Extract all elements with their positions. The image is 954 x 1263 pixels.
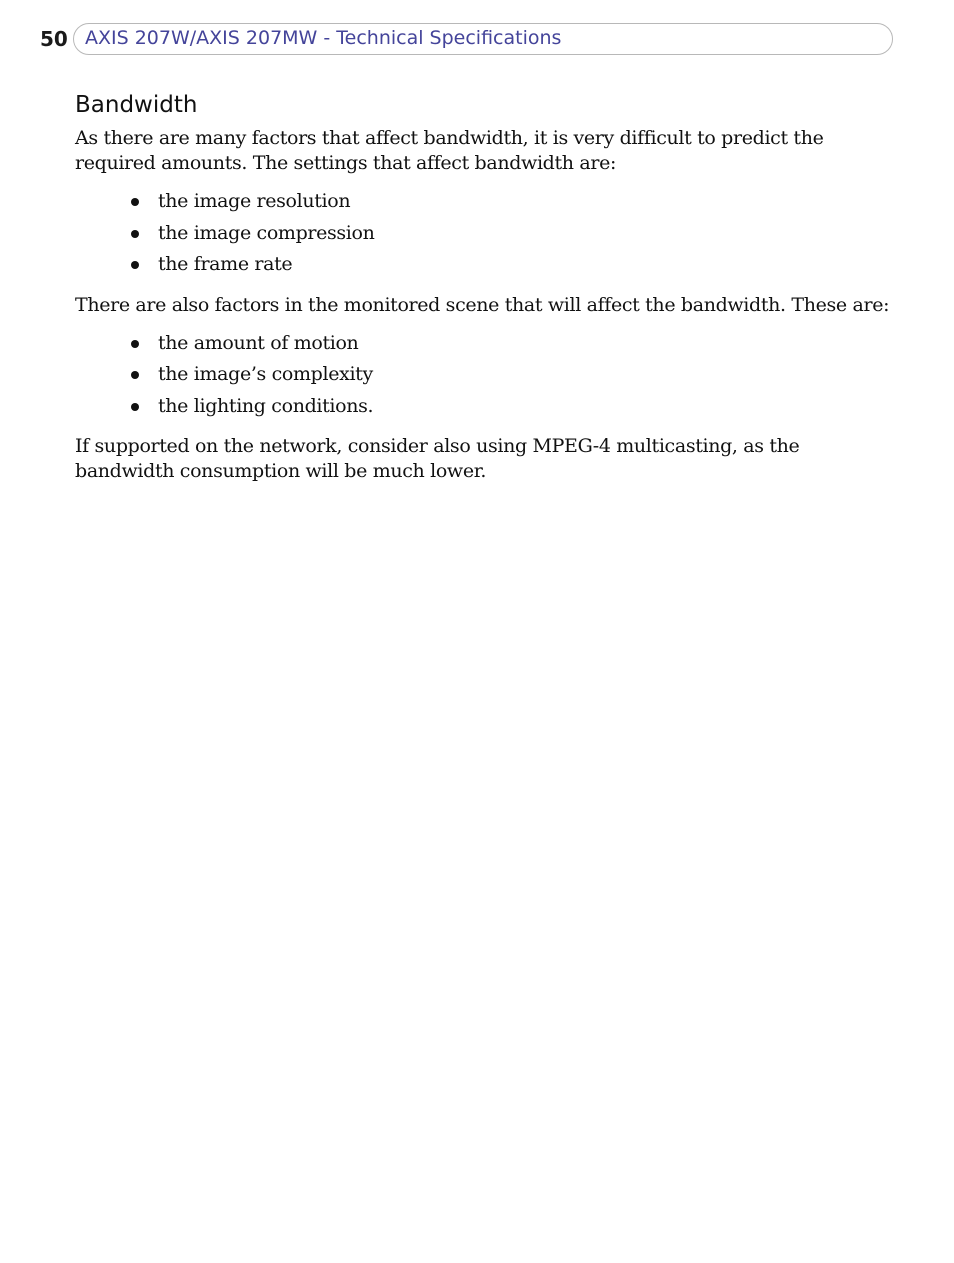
bullet-icon	[131, 371, 139, 379]
list-item	[130, 328, 890, 360]
running-header-title: AXIS 207W/AXIS 207MW - Technical Specifications	[85, 27, 562, 49]
list-item-text: the amount of motion	[158, 331, 359, 354]
scene-paragraph: There are also factors in the monitored scene that will affect the bandwidth. These are:	[75, 293, 890, 316]
intro-paragraph: As there are many factors that affect bandwidth, it is very difficult to predict the required amounts. The settings that affect bandwidth are:	[75, 127, 824, 174]
bullet-icon	[131, 340, 139, 348]
list-item-text: the image’s complexity	[158, 363, 373, 385]
list-item	[130, 391, 890, 423]
list-item	[130, 249, 890, 281]
list-item-text: the image resolution	[158, 190, 351, 212]
bullet-icon	[131, 230, 139, 238]
list-item	[130, 186, 890, 218]
list-item	[130, 359, 890, 391]
main-content	[75, 88, 890, 484]
bullet-icon	[131, 198, 139, 206]
page-number: 50	[40, 27, 68, 51]
settings-list	[75, 186, 890, 281]
bullet-icon	[131, 403, 139, 411]
closing-paragraph: If supported on the network, consider also using MPEG-4 multicasting, as the bandwidth consumption will be much lower.	[75, 435, 800, 482]
scene-factors-list	[75, 328, 890, 423]
section-heading: Bandwidth	[75, 92, 198, 118]
list-item-text: the image compression	[158, 221, 375, 244]
list-item	[130, 218, 890, 250]
list-item-text: the frame rate	[158, 253, 293, 275]
list-item-text: the lighting conditions.	[158, 394, 374, 417]
bullet-icon	[131, 261, 139, 269]
